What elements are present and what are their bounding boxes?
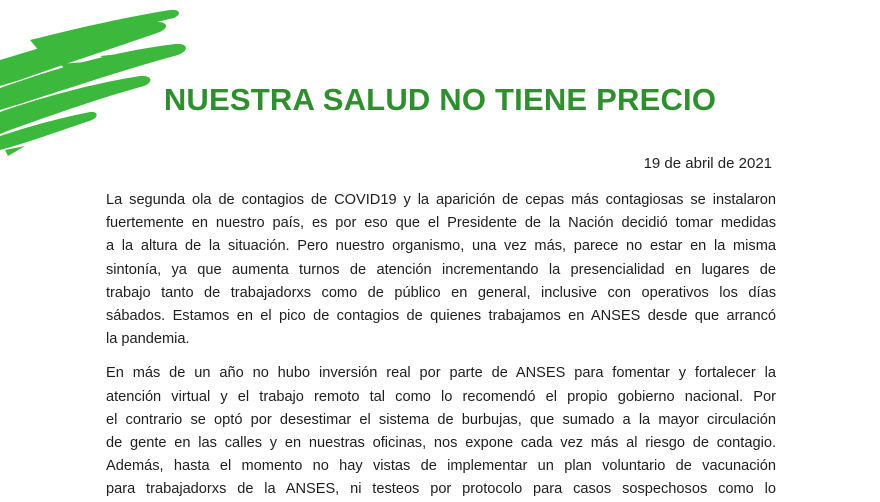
text-line: La segunda ola de contagios de COVID19 y la aparición de cepas más contagiosas se instalaron bbox=[106, 192, 776, 208]
document-date: 19 de abril de 2021 bbox=[643, 155, 772, 172]
paragraph-2 bbox=[106, 362, 776, 501]
text-line: para trabajadorxs de la ANSES, ni testeos por protocolo para casos sospechosos como lo bbox=[106, 481, 776, 498]
text-line: sábados. Estamos en el pico de contagios de quienes trabajamos en ANSES desde que arrancó bbox=[106, 308, 776, 325]
text-line: fuertemente en nuestro país, es por eso que el Presidente de la Nación decidió tomar medidas bbox=[106, 215, 776, 232]
text-line: Además, hasta el momento no hay vistas de implementar un plan voluntario de vacunación bbox=[106, 458, 776, 475]
text-line: el contrario se optó por desestimar el sistema de burbujas, que sumado a la mayor circulación bbox=[106, 411, 776, 428]
text-line: atención virtual y el trabajo remoto tal como lo recomendó el propio gobierno nacional. Por bbox=[106, 388, 776, 405]
text-line: de gente en las calles y en nuestras oficinas, nos expone cada vez más al riesgo de contagio. bbox=[106, 435, 776, 452]
page-title: NUESTRA SALUD NO TIENE PRECIO bbox=[163, 82, 717, 117]
paragraph-1 bbox=[106, 189, 776, 351]
text-line: En más de un año no hubo inversión real por parte de ANSES para fomentar y fortalecer la bbox=[106, 365, 776, 382]
text-line: trabajo tanto de trabajadorxs como de público en general, inclusive con operativos los días bbox=[106, 284, 776, 301]
green-brush-stroke-logo bbox=[0, 0, 200, 160]
text-line: a la altura de la situación. Pero nuestro organismo, una vez más, parece no estar en la misma bbox=[106, 238, 776, 255]
text-line: sintonía, ya que aumenta turnos de atención incrementando la presencialidad en lugares de bbox=[106, 261, 776, 278]
document-body bbox=[106, 189, 776, 502]
text-line: la pandemia. bbox=[106, 331, 190, 348]
